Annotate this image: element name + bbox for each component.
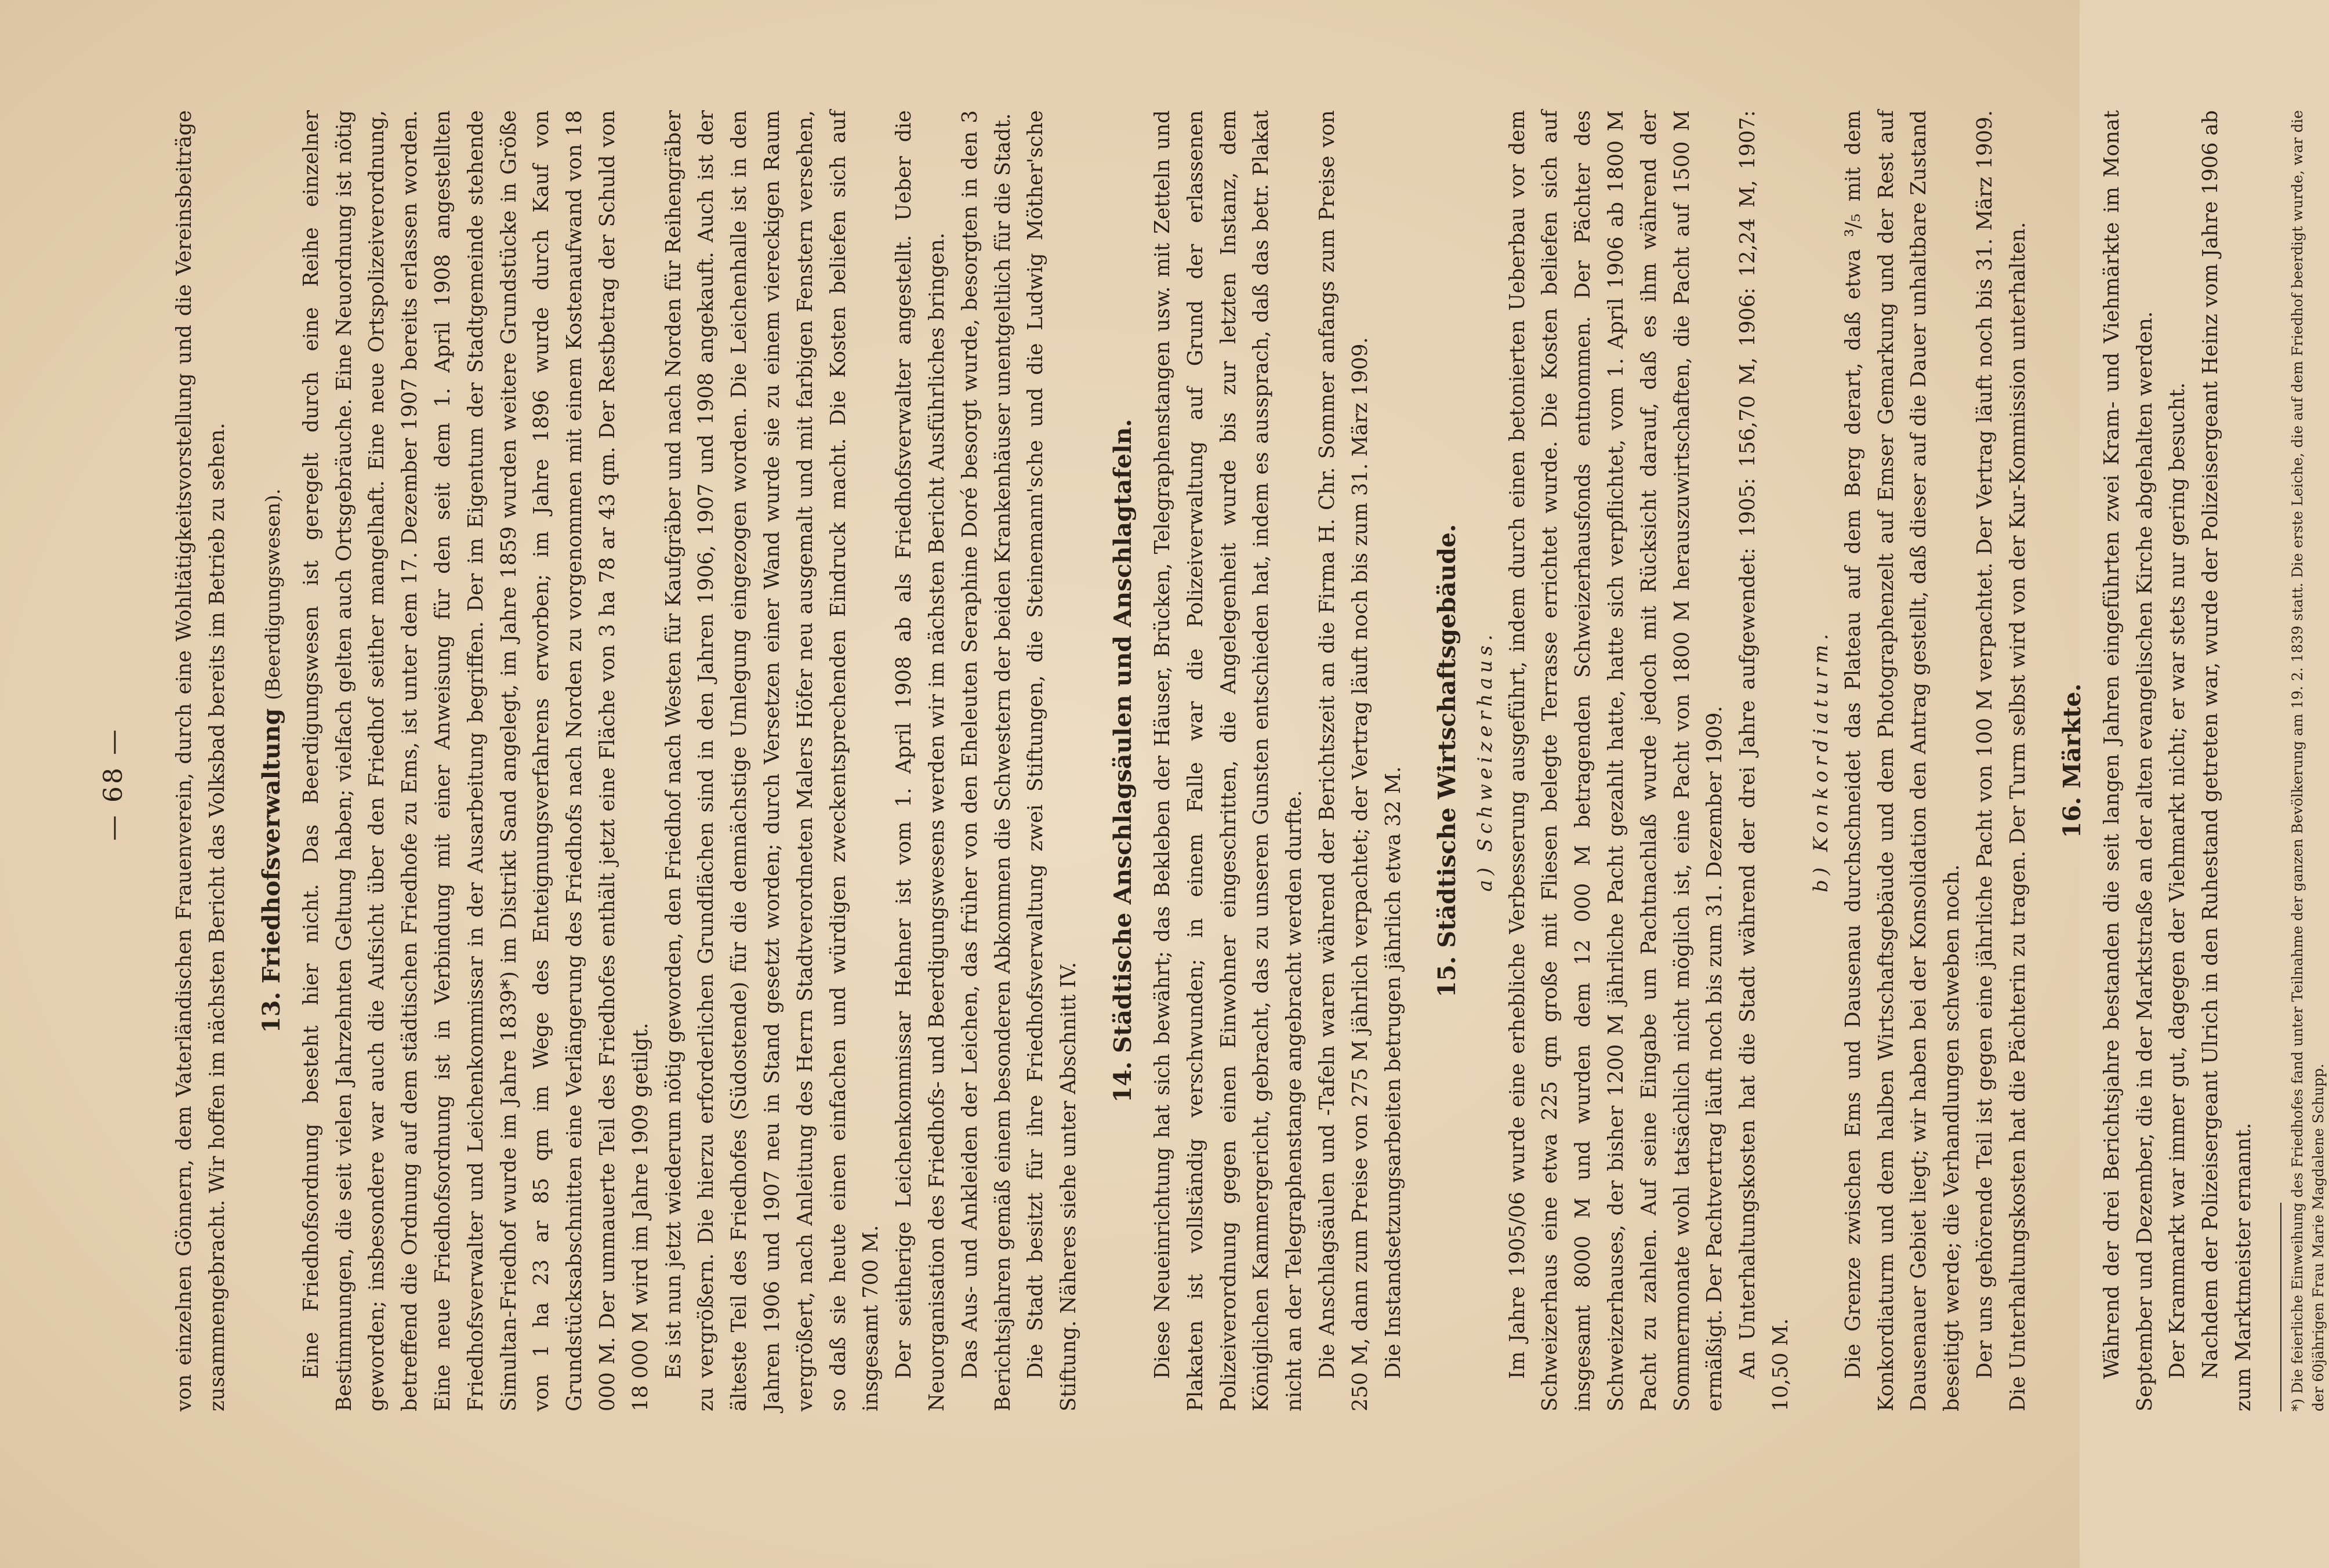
section-16-title: 16. Märkte. xyxy=(2058,683,2086,839)
section-13-paragraph: Es ist nun jetzt wiederum nötig geworden, den Friedhof nach Westen für Kaufgräber und nach Norden für Reihengräber zu vergrößern. Die hierzu erforderlichen Grundflächen sind in den Jahren 1906, 1907 und 1908 angekauft. Auch ist der älteste Teil des Friedhofes (Südostende) für die demnächstige Umlegung eingezogen worden. Die Leichenhalle ist in den Jahren 1906 und 1907 neu in Stand gesetzt worden; durch Versetzen einer Wand wurde sie zu einem viereckigen Raum vergrößert, nach Anleitung des Herrn Stadtverordneten Malers Höfer neu ausgemalt und mit farbigen Fenstern versehen, so daß sie heute einen einfachen und würdigen zweckentsprechenden Eindruck macht. Die Kosten beliefen sich auf insgesamt 700 M. xyxy=(661,110,883,1411)
section-14-paragraph: Diese Neueinrichtung hat sich bewährt; das Bekleben der Häuser, Brücken, Telegraphenstangen usw. mit Zetteln und Plakaten ist vollständig verschwunden; in einem Falle war die Polizeiverwaltung auf Grund der erlassenen Polizeiverordnung gegen einen Einwohner eingeschritten, die Angelegenheit wurde bis zur letzten Instanz, dem Königlichen Kammergericht, gebracht, das zu unseren Gunsten entschieden hat, indem es aussprach, daß das betr. Plakat nicht an der Telegraphenstange angebracht werden durfte. xyxy=(1151,110,1307,1411)
section-15b-paragraph: Die Grenze zwischen Ems und Dausenau durchschneidet das Plateau auf dem Berg derart, daß etwa ³/₅ mit dem Konkordiaturm und dem halben Wirtschaftsgebäude und dem Photographenzelt auf Emser Gemarkung und der Rest auf Dausenauer Gebiet liegt; wir haben bei der Konsolidation den Antrag gestellt, daß dieser auf die Dauer unhaltbare Zustand beseitigt werde; die Verhandlungen schweben noch. xyxy=(1841,110,1964,1411)
section-14-paragraph: Die Instandsetzungsarbeiten betrugen jährlich etwa 32 M. xyxy=(1381,766,1405,1379)
section-15b-paragraph: Der uns gehörende Teil ist gegen eine jährliche Pacht von 100 M verpachtet. Der Vertrag läuft noch bis 31. März 1909. Die Unterhaltungskosten hat die Pächterin zu tragen. Der Turm selbst wird von der Kur-Kommission unterhalten. xyxy=(1973,110,2030,1411)
section-15-title: 15. Städtische Wirtschaftsgebäude. xyxy=(1433,524,1461,998)
section-16-paragraph: Der Krammarkt war immer gut, dagegen der Viehmarkt nicht; er war stets nur gering besucht. xyxy=(2165,382,2190,1379)
rotated-page xyxy=(58,58,2327,1510)
section-13-title: 13. Friedhofsverwaltung xyxy=(257,708,285,1033)
section-13-heading xyxy=(257,110,286,1411)
section-13-subtitle: (Beerdigungswesen). xyxy=(261,488,285,700)
section-14-paragraph: Die Anschlagsäulen und -Tafeln waren während der Berichtszeit an die Firma H. Chr. Sommer anfangs zum Preise von 250 M, dann zum Preise von 275 M jährlich verpachtet; der Vertrag läuft noch bis zum 31. März 1909. xyxy=(1315,110,1372,1411)
section-16-paragraph: Während der drei Berichtsjahre bestanden die seit langen Jahren eingeführten zwei Kram- und Viehmärkte im Monat September und Dezember, die in der Marktstraße an der alten evangelischen Kirche abgehalten werden. xyxy=(2099,110,2157,1411)
section-14-title: 14. Städtische Anschlagsäulen und Anschlagtafeln. xyxy=(1108,419,1137,1103)
section-13-paragraph: Die Stadt besitzt für ihre Friedhofsverwaltung zwei Stiftungen, die Steinemann'sche und die Ludwig Möther'sche Stiftung. Näheres siehe unter Abschnitt IV. xyxy=(1024,110,1081,1411)
footnote-divider xyxy=(2280,1203,2281,1411)
section-13-paragraph: Eine Friedhofsordnung besteht hier nicht. Das Beerdigungswesen ist geregelt durch eine Reihe einzelner Bestimmungen, die seit vielen Jahrzehnten Geltung haben; vielfach gelten auch Ortsgebräuche. Eine Neuordnung ist nötig geworden; insbesondere war auch die Aufsicht über den Friedhof seither mangelhaft. Eine neue Ortspolizeiverordnung, betreffend die Ordnung auf dem städtischen Friedhofe zu Ems, ist unter dem 17. Dezember 1907 bereits erlassen worden. Eine neue Friedhofsordnung ist in Verbindung mit einer Anweisung für den seit dem 1. April 1908 angestellten Friedhofsverwalter und Leichenkommissar in der Ausarbeitung begriffen. Der im Eigentum der Stadtgemeinde stehende Simultan-Friedhof wurde im Jahre 1839*) im Distrikt Sand angelegt, im Jahre 1859 wurden weitere Grundstücke in Größe von 1 ha 23 ar 85 qm im Wege des Enteignungsverfahrens erworben; im Jahre 1896 wurde durch Kauf von Grundstücksabschnitten eine Verlängerung des Friedhofs nach Norden zu vorgenommen mit einem Kostenaufwand von 18 000 M. Der ummauerte Teil des Friedhofes enthält jetzt eine Fläche von 3 ha 78 ar 43 qm. Der Restbetrag der Schuld von 18 000 M wird im Jahre 1909 getilgt. xyxy=(299,110,652,1411)
section-16-paragraph: Nachdem der Polizeisergeant Ulrich in den Ruhestand getreten war, wurde der Polizeisergeant Heinz vom Jahre 1906 ab zum Marktmeister ernannt. xyxy=(2199,110,2255,1411)
section-15a-paragraph: Im Jahre 1905/06 wurde eine erhebliche Verbesserung ausgeführt, indem durch einen betonierten Ueberbau vor dem Schweizerhaus eine etwa 225 qm große mit Fliesen belegte Terrasse errichtet wurde. Die Kosten beliefen sich auf insgesamt 8000 M und wurden dem 12 000 M betragenden Schweizerhausfonds entnommen. Der Pächter des Schweizerhauses, der bisher 1200 M jährliche Pacht gezahlt hatte, hatte sich verpflichtet, vom 1. April 1906 ab 1800 M Pacht zu zahlen. Auf seine Eingabe um Pachtnachlaß wurde jedoch mit Rücksicht darauf, daß es ihm während der Sommermonate wohl tatsächlich nicht möglich ist, eine Pacht von 1800 M herauszuwirtschaften, die Pacht auf 1500 M ermäßigt. Der Pachtvertrag läuft noch bis zum 31. Dezember 1909. xyxy=(1505,110,1727,1411)
page-number: — 68 — xyxy=(99,727,128,841)
section-13-paragraph: Das Aus- und Ankleiden der Leichen, das früher von den Eheleuten Seraphine Doré besorgt wurde, besorgten in den 3 Berichtsjahren gemäß einem besonderen Abkommen die Schwestern der beiden Krankenhäuser unentgeltlich für die Stadt. xyxy=(957,110,1015,1411)
section-15a-paragraph: An Unterhaltungskosten hat die Stadt während der drei Jahre aufgewendet: 1905: 156,70 M, 1906: 12,24 M, 1907: 10,50 M. xyxy=(1736,110,1793,1411)
section-15a-heading: a) Schweizerhaus. xyxy=(1473,630,1497,892)
intro-paragraph: von einzelnen Gönnern, dem Vaterländischen Frauenverein, durch eine Wohltätigkeitsvorstellung und die Vereinsbeiträge zusammengebracht. Wir hoffen im nächsten Bericht das Volksbad bereits im Betrieb zu sehen. xyxy=(172,110,229,1411)
section-13-paragraph: Der seitherige Leichenkommissar Hehner ist vom 1. April 1908 ab als Friedhofsverwalter angestellt. Ueber die Neuorganisation des Friedhofs- und Beerdigungswesens werden wir im nächsten Bericht Ausführliches bringen. xyxy=(892,110,949,1411)
footnote: *) Die feierliche Einweihung des Friedhofes fand unter Teilnahme der ganzen Bevölkerung am 19. 2. 1839 statt. Die erste Leiche, die auf dem Friedhof beerdigt wurde, war die der 60jährigen Frau Marie Magdalene Schupp. xyxy=(2288,110,2327,1411)
section-15b-heading: b) Konkordiaturm. xyxy=(1809,629,1833,892)
